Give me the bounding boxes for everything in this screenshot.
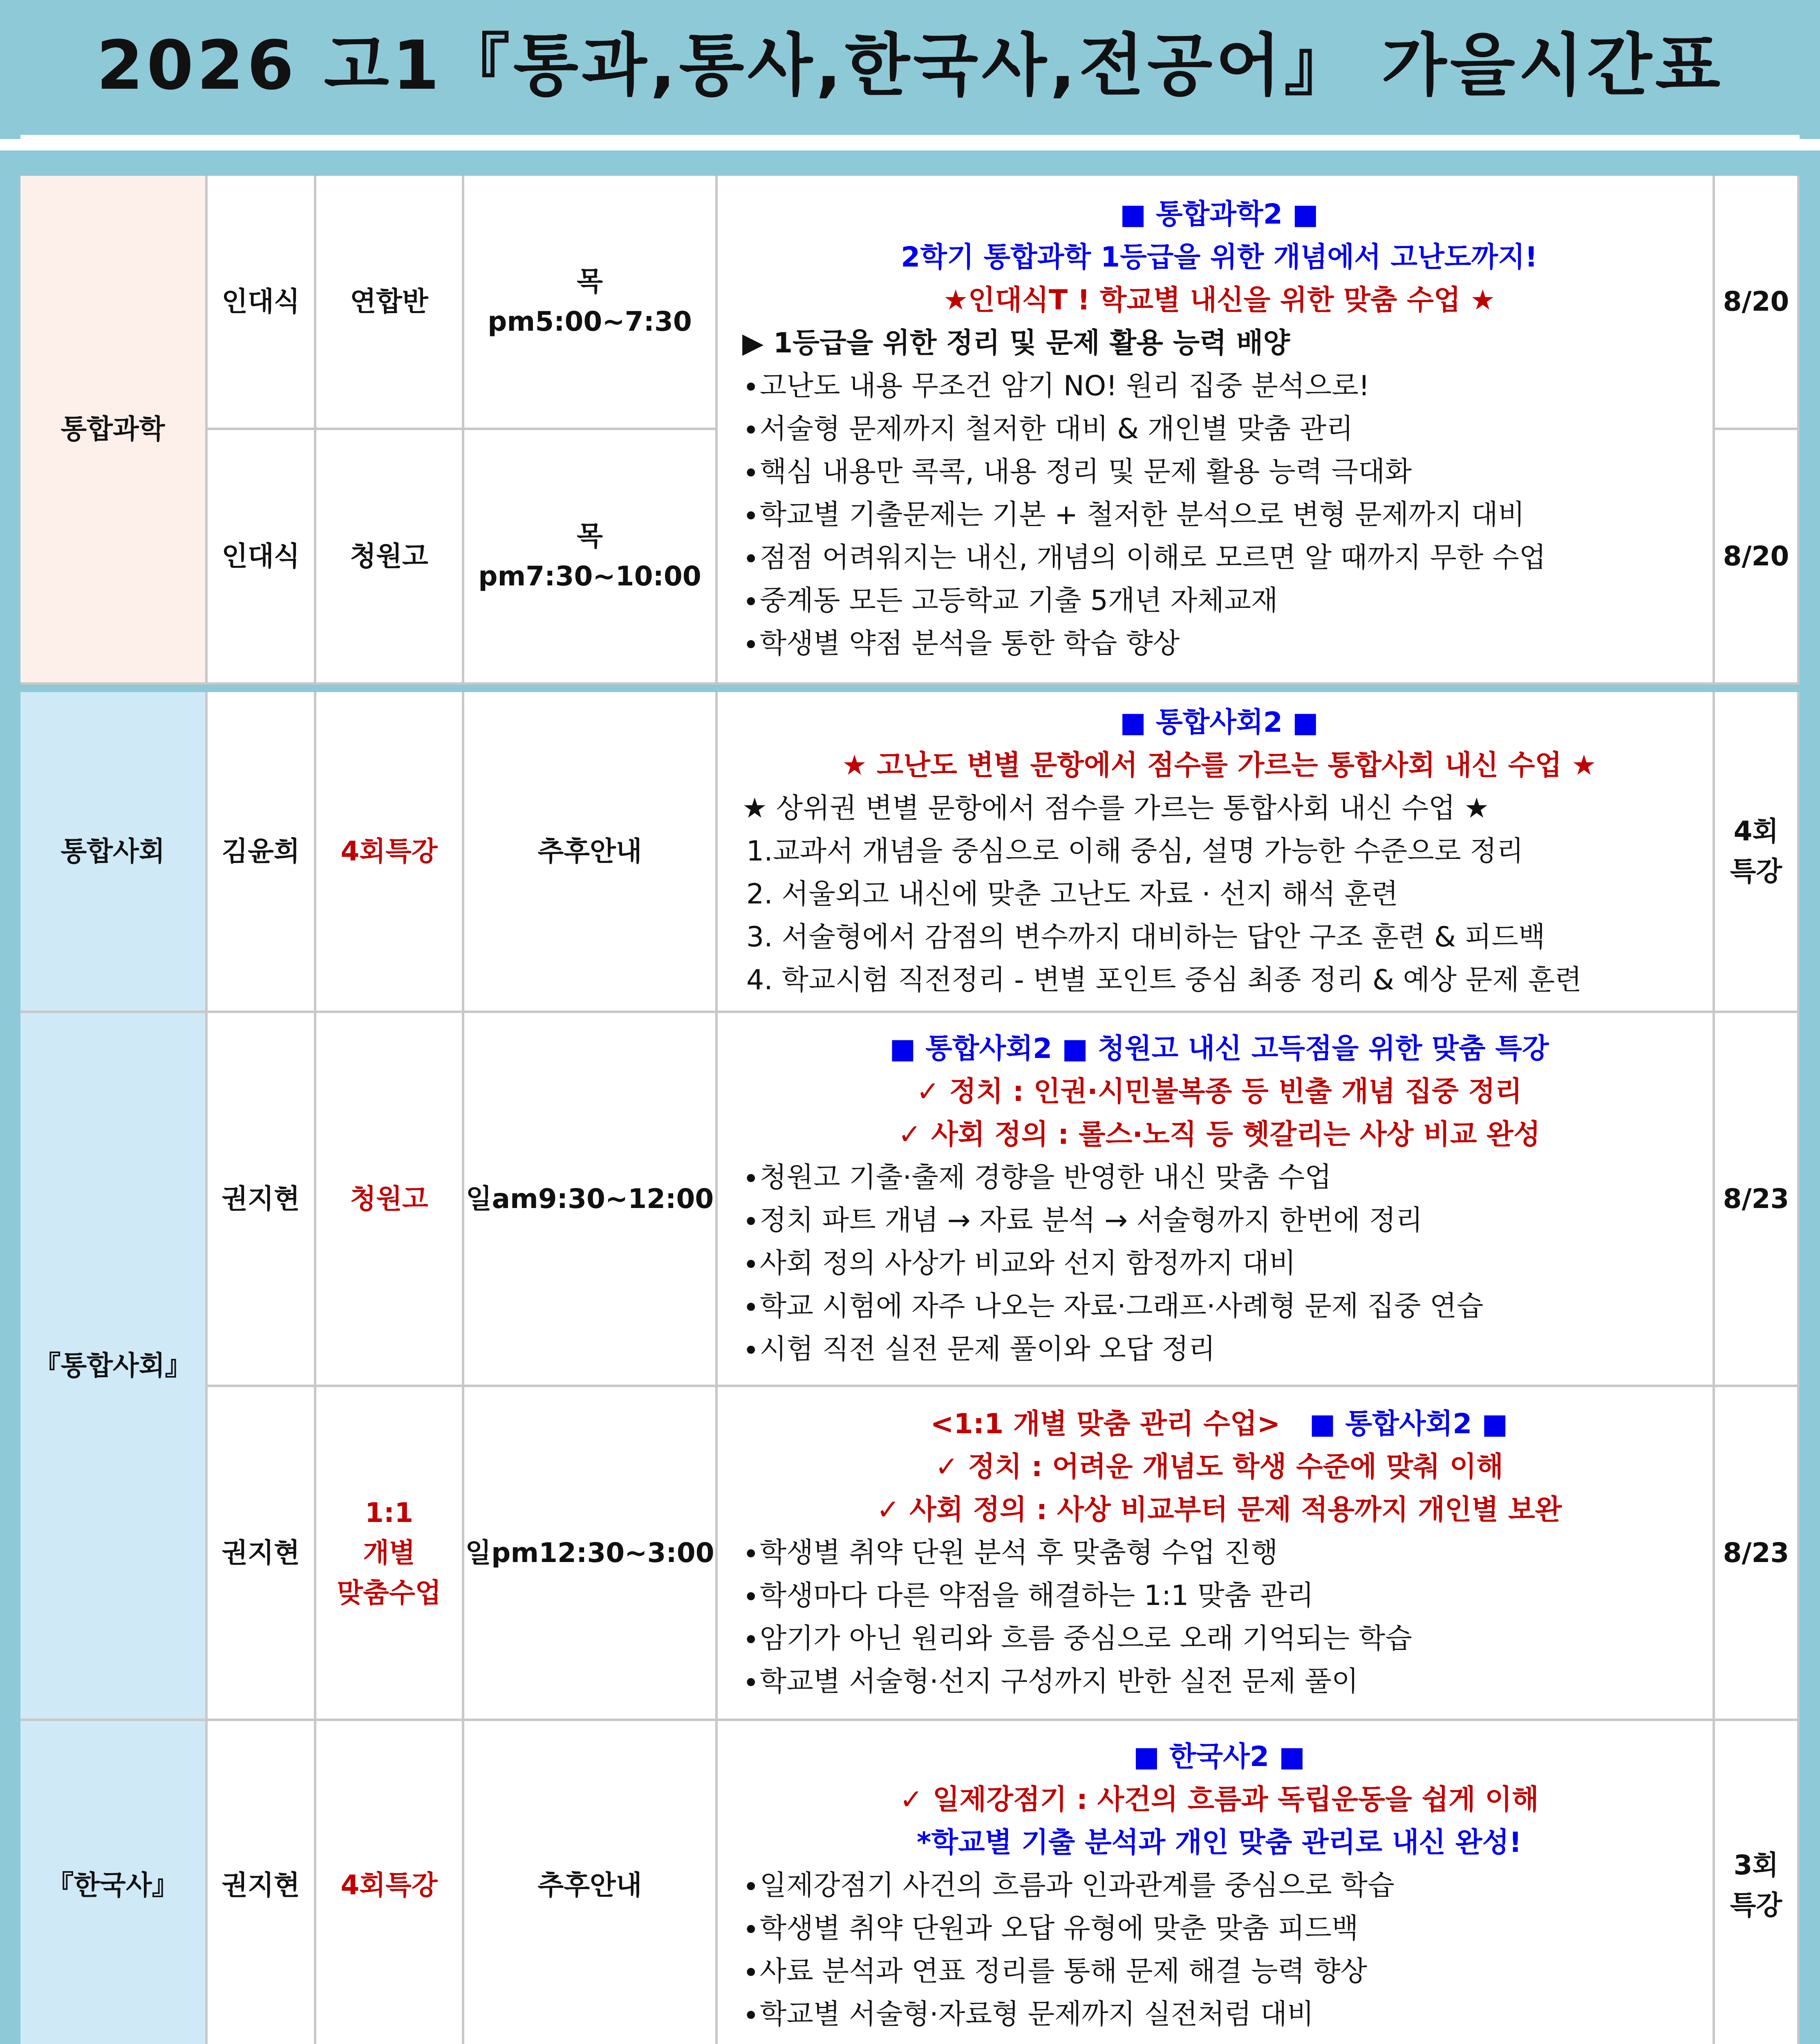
- course-point: ★ 상위권 변별 문항에서 점수를 가르는 통합사회 내신 수업 ★: [742, 792, 1489, 825]
- course-description: [718, 1013, 1715, 1387]
- course-check: ✓ 사회 정의 : 사상 비교부터 문제 적용까지 개인별 보완: [876, 1494, 1562, 1526]
- course-bullet: ∙핵심 내용만 콕콕, 내용 정리 및 문제 활용 능력 극대화: [742, 456, 1412, 488]
- schedule-cell: 추후안내: [464, 1721, 718, 2044]
- start-date-cell: 8/23: [1715, 1387, 1800, 1721]
- course-tagline: 2학기 통합과학 1등급을 위한 개념에서 고난도까지!: [901, 241, 1538, 273]
- title-divider: [20, 135, 1800, 150]
- subject-cell: 『한국사』: [20, 1721, 208, 2044]
- course-bullet: ∙사료 분석과 연표 정리를 통해 문제 해결 능력 향상: [742, 1955, 1368, 1988]
- course-bullet: ∙학교별 기출문제는 기본 + 철저한 분석으로 변형 문제까지 대비: [742, 499, 1525, 531]
- schedule-cell: [464, 176, 718, 430]
- course-bullet: 4. 학교시험 직전정리 - 변별 포인트 중심 최종 정리 & 예상 문제 훈련: [746, 964, 1582, 996]
- class-cell: 청원고: [316, 430, 464, 685]
- schedule-cell: 일pm12:30~3:00: [464, 1387, 718, 1721]
- course-bullet: ∙학생별 취약 단원과 오답 유형에 맞춘 맞춤 피드백: [742, 1912, 1359, 1945]
- teacher-cell: 권지현: [208, 1387, 316, 1721]
- course-point: ▶ 1등급을 위한 정리 및 문제 활용 능력 배양: [742, 327, 1290, 359]
- course-description: [718, 1721, 1715, 2044]
- course-bullet: ∙학생별 약점 분석을 통한 학습 향상: [742, 628, 1180, 660]
- course-bullet: ∙중계동 모든 고등학교 기출 5개년 자체교재: [742, 585, 1278, 617]
- class-label: 개별: [363, 1537, 415, 1569]
- page-title: 2026 고1『통과,통사,한국사,전공어』 가을시간표: [96, 26, 1724, 105]
- class-cell: 연합반: [316, 176, 464, 430]
- teacher-cell: 권지현: [208, 1013, 316, 1387]
- course-description: [718, 692, 1715, 1013]
- teacher-cell: 권지현: [208, 1721, 316, 2044]
- teacher-cell: 인대식: [208, 430, 316, 685]
- course-heading: ■ 통합사회2 ■: [1120, 706, 1319, 739]
- course-heading: ■ 통합과학2 ■: [1120, 198, 1319, 231]
- start-date-cell: 3회 특강: [1715, 1721, 1800, 2044]
- start-date-cell: 4회 특강: [1715, 692, 1800, 1013]
- schedule-cell: 일am9:30~12:00: [464, 1013, 718, 1387]
- day-label: 목: [577, 520, 603, 552]
- course-tagline: *학교별 기출 분석과 개인 맞춤 관리로 내신 완성!: [916, 1826, 1522, 1859]
- course-bullet: ∙점점 어려워지는 내신, 개념의 이해로 모르면 알 때까지 무한 수업: [742, 542, 1546, 574]
- course-tagline: ★ 고난도 변별 문항에서 점수를 가르는 통합사회 내신 수업 ★: [842, 749, 1596, 782]
- subject-cell: 통합과학: [20, 176, 208, 685]
- class-cell: 청원고: [316, 1013, 464, 1387]
- class-label: 1:1: [365, 1497, 414, 1529]
- course-bullet: ∙고난도 내용 무조건 암기 NO! 원리 집중 분석으로!: [742, 370, 1370, 402]
- course-bullet: 2. 서울외고 내신에 맞춘 고난도 자료 · 선지 해석 훈련: [746, 878, 1398, 910]
- course-format: <1:1 개별 맞춤 관리 수업>: [930, 1408, 1280, 1440]
- course-bullet: ∙청원고 기출·출제 경향을 반영한 내신 맞춤 수업: [742, 1161, 1332, 1194]
- course-bullet: ∙일제강점기 사건의 흐름과 인과관계를 중심으로 학습: [742, 1869, 1395, 1902]
- course-bullet: 1.교과서 개념을 중심으로 이해 중심, 설명 가능한 수준으로 정리: [746, 835, 1524, 867]
- subject-cell: 『통합사회』: [20, 1013, 208, 1721]
- course-check: ✓ 정치 : 어려운 개념도 학생 수준에 맞춰 이해: [935, 1451, 1504, 1483]
- time-label: pm7:30~10:00: [478, 560, 701, 592]
- science-section: [20, 176, 1800, 685]
- class-cell: 4회특강: [316, 692, 464, 1013]
- subject-cell: 통합사회: [20, 692, 208, 1013]
- class-label: 맞춤수업: [337, 1577, 441, 1609]
- course-check: ✓ 일제강점기 : 사건의 흐름과 독립운동을 쉽게 이해: [900, 1783, 1539, 1816]
- course-bullet: ∙학생별 취약 단원 분석 후 맞춤형 수업 진행: [742, 1537, 1278, 1569]
- social-history-language-section: [20, 692, 1800, 2044]
- start-date-cell: 8/23: [1715, 1013, 1800, 1387]
- start-date-cell: 8/20: [1715, 176, 1800, 430]
- time-label: pm5:00~7:30: [488, 306, 692, 337]
- course-heading: ■ 한국사2 ■: [1133, 1740, 1305, 1773]
- course-heading: ■ 통합사회2 ■ 청원고 내신 고득점을 위한 맞춤 특강: [889, 1032, 1549, 1065]
- class-cell: [316, 1387, 464, 1721]
- teacher-cell: 인대식: [208, 176, 316, 430]
- course-check: ✓ 사회 정의 : 롤스·노직 등 헷갈리는 사상 비교 완성: [898, 1118, 1540, 1151]
- course-bullet: ∙사회 정의 사상가 비교와 선지 함정까지 대비: [742, 1247, 1296, 1280]
- course-bullet: ∙학교별 서술형·자료형 문제까지 실전처럼 대비: [742, 1998, 1314, 2031]
- course-bullet: ∙시험 직전 실전 문제 풀이와 오답 정리: [742, 1333, 1216, 1365]
- course-bullet: ∙학교 시험에 자주 나오는 자료·그래프·사례형 문제 집중 연습: [742, 1290, 1484, 1322]
- schedule-cell: [464, 430, 718, 685]
- course-bullet: ∙학생마다 다른 약점을 해결하는 1:1 맞춤 관리: [742, 1580, 1314, 1612]
- teacher-cell: 김윤희: [208, 692, 316, 1013]
- course-tagline: ★인대식T ! 학교별 내신을 위한 맞춤 수업 ★: [943, 284, 1495, 316]
- course-heading-row: [742, 1403, 1696, 1446]
- class-cell: 4회특강: [316, 1721, 464, 2044]
- course-bullet: 3. 서술형에서 감점의 변수까지 대비하는 답안 구조 훈련 & 피드백: [746, 921, 1545, 953]
- schedule-cell: 추후안내: [464, 692, 718, 1013]
- course-description: [718, 1387, 1715, 1721]
- course-bullet: ∙서술형 문제까지 철저한 대비 & 개인별 맞춤 관리: [742, 413, 1353, 445]
- course-bullet: ∙암기가 아닌 원리와 흐름 중심으로 오래 기억되는 학습: [742, 1623, 1413, 1655]
- course-check: ✓ 정치 : 인권·시민불복종 등 빈출 개념 집중 정리: [916, 1075, 1522, 1108]
- course-bullet: ∙학교별 서술형·선지 구성까지 반한 실전 문제 풀이: [742, 1665, 1359, 1698]
- course-heading: ■ 통합사회2 ■: [1309, 1408, 1508, 1440]
- day-label: 목: [577, 266, 603, 297]
- course-description: [718, 176, 1715, 685]
- course-bullet: ∙정치 파트 개념 → 자료 분석 → 서술형까지 한번에 정리: [742, 1204, 1423, 1237]
- start-date-cell: 8/20: [1715, 430, 1800, 685]
